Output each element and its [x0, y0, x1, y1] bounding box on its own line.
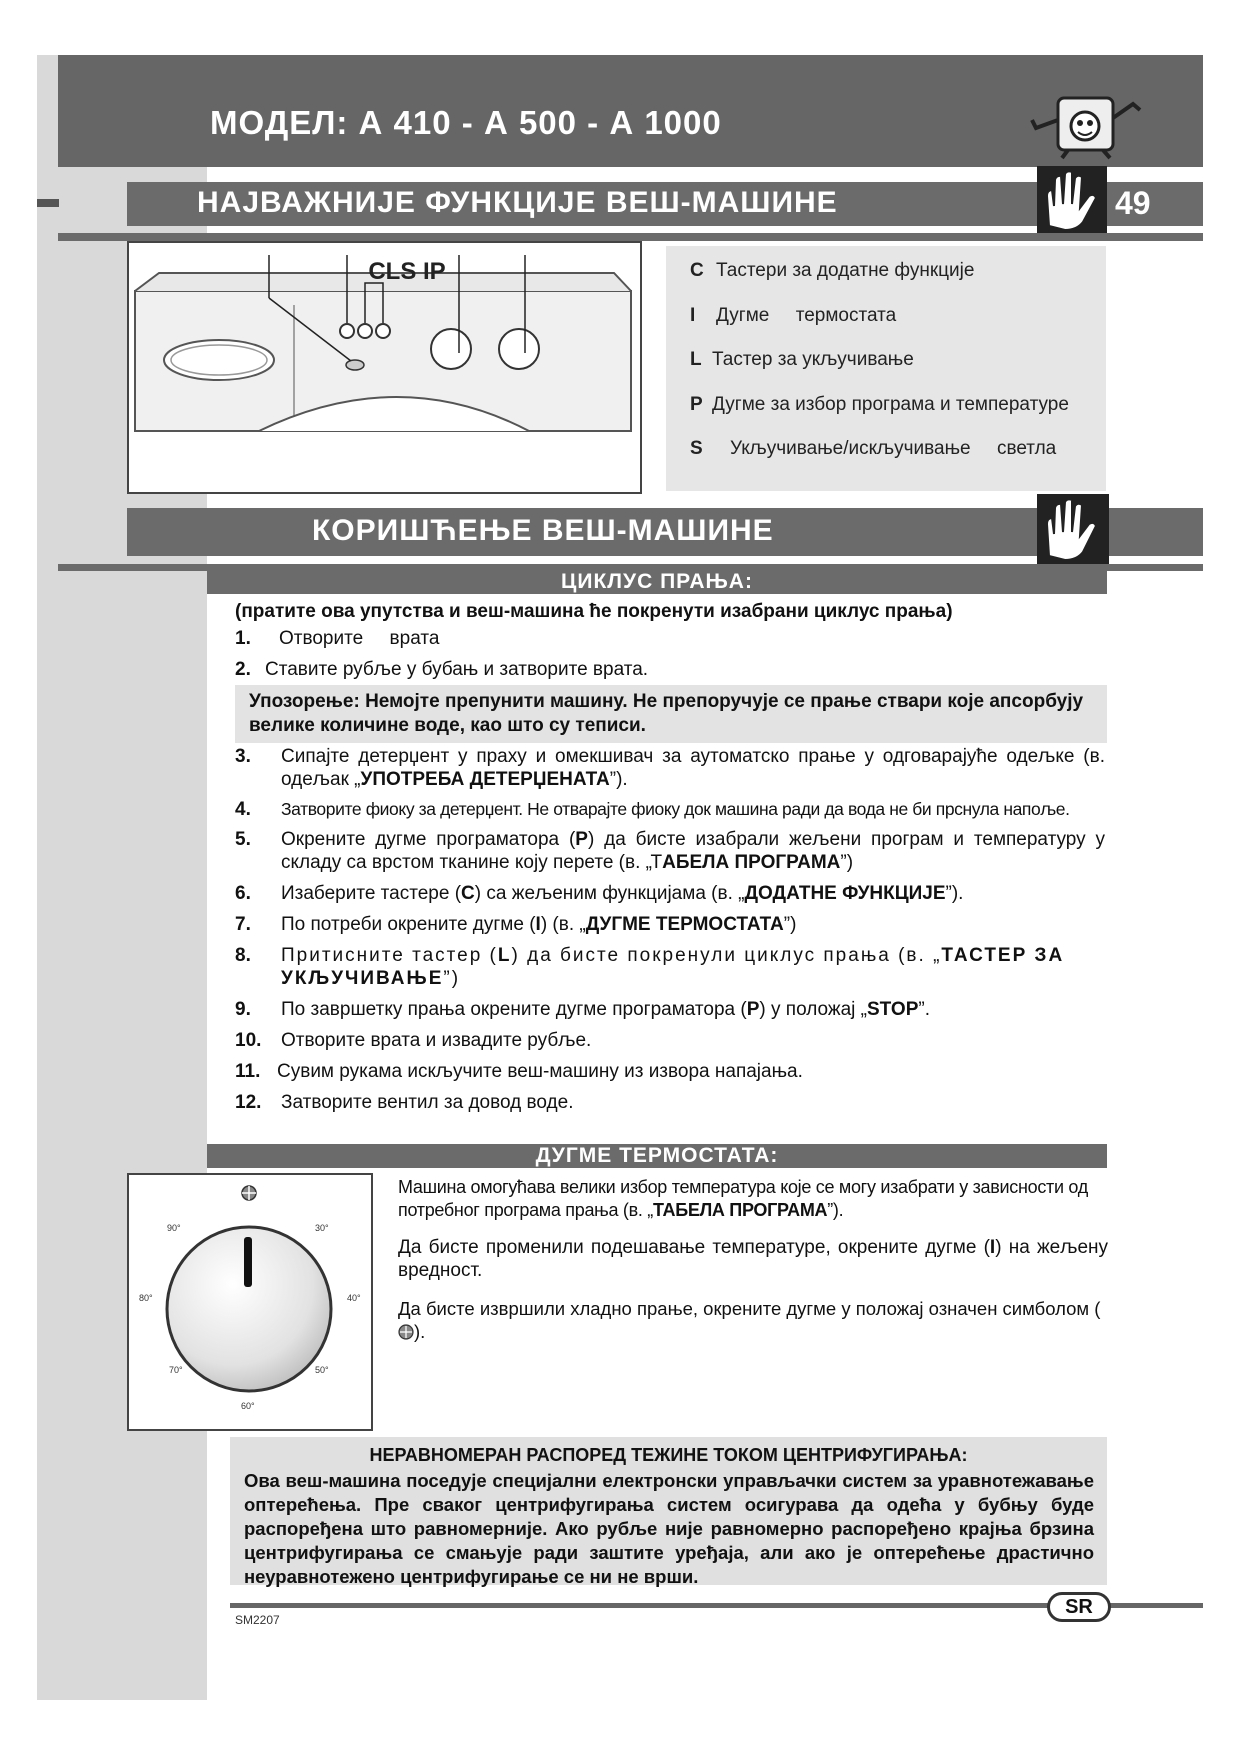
- legend-item: I Дугме термостата: [690, 305, 897, 326]
- left-tick-mark: [37, 199, 59, 207]
- document-code: SM2207: [235, 1613, 280, 1627]
- legend-item: P Дугме за избор програма и температуре: [690, 394, 1069, 415]
- unbalanced-load-box: [230, 1437, 1107, 1585]
- dial-label: 80°: [139, 1293, 153, 1303]
- legend-item: C Тастери за додатне функције: [690, 260, 975, 281]
- dial-label: 90°: [167, 1223, 181, 1233]
- washing-machine-mascot-icon: [1028, 90, 1146, 160]
- snowflake-icon: [242, 1186, 256, 1200]
- hand-icon: [1037, 166, 1107, 236]
- thermostat-heading: ДУГМЕ ТЕРМОСТАТА:: [207, 1144, 1107, 1168]
- dial-label: 50°: [315, 1365, 329, 1375]
- divider-rule: [58, 233, 1203, 241]
- thermostat-dial-illustration: [127, 1173, 373, 1431]
- wash-cycle-intro: (пратите ова упутства и веш-машина ће покренути изабрани циклус прања): [235, 601, 953, 622]
- hand-icon: [1037, 494, 1109, 566]
- section-features-band: [127, 182, 1037, 226]
- section-usage-title: КОРИШЋЕЊЕ ВЕШ-МАШИНЕ: [312, 514, 774, 547]
- snowflake-icon: [398, 1324, 414, 1340]
- language-badge: SR: [1047, 1592, 1111, 1622]
- thermostat-paragraph: Машина омогућава велики избор температура које се могу изабрати у зависности од потребног програма прања (в. „ТАБЕЛА ПРОГРАМА”).: [398, 1177, 1088, 1220]
- dial-label: 60°: [241, 1401, 255, 1411]
- warning-box: [235, 685, 1107, 743]
- wash-cycle-heading: ЦИКЛУС ПРАЊА:: [207, 570, 1107, 594]
- dial-label: 70°: [169, 1365, 183, 1375]
- thermostat-dial-drawing: [129, 1175, 371, 1429]
- dial-label: 30°: [315, 1223, 329, 1233]
- thermostat-paragraph: Да бисте извршили хладно прање, окрените дугме у положај означен симболом ().: [398, 1298, 1101, 1342]
- panel-legend: [666, 246, 1106, 491]
- legend-item: L Тастер за укључивање: [690, 349, 914, 370]
- dial-label: 40°: [347, 1293, 361, 1303]
- model-title: МОДЕЛ: А 410 - А 500 - А 1000: [210, 104, 722, 141]
- warning-text: Упозорење: Немојте препунити машину. Не препоручује се прање ствари које апсорбују велике количине воде, као што су теписи.: [249, 691, 1084, 736]
- panel-model-label: CLS IP: [368, 258, 446, 285]
- section-usage-band: [127, 508, 1037, 556]
- control-panel-drawing: [129, 243, 640, 492]
- unbalanced-load-title: НЕРАВНОМЕРАН РАСПОРЕД ТЕЖИНЕ ТОКОМ ЦЕНТРИФУГИРАЊА:: [369, 1445, 968, 1465]
- unbalanced-load-text: Ова веш-машина поседује специјални електронски управљачки систем за уравнотежавање оптерећења. Пре сваког центрифугирања систем осигурава да одећа у бубњу буде распоређена што равномерније. Ако рубље није равномерно распоређено крајња брзина центрифугирања се смањује ради заштите уређаја, али ако је оптерећење драстично неуравнотежено центрифугирање се ни не врши.: [244, 1470, 1094, 1587]
- control-panel-illustration: [127, 241, 642, 494]
- legend-item: S Укључивање/искључивање светла: [690, 438, 1057, 459]
- page-number: 49: [1107, 182, 1203, 226]
- thermostat-paragraph: Да бисте променили подешавање температуре, окрените дугме (I) на жељену вредност.: [398, 1237, 1109, 1281]
- section-usage-band-end: [1109, 508, 1203, 556]
- section-features-title: НАЈВАЖНИЈЕ ФУНКЦИЈЕ ВЕШ-МАШИНЕ: [197, 186, 838, 219]
